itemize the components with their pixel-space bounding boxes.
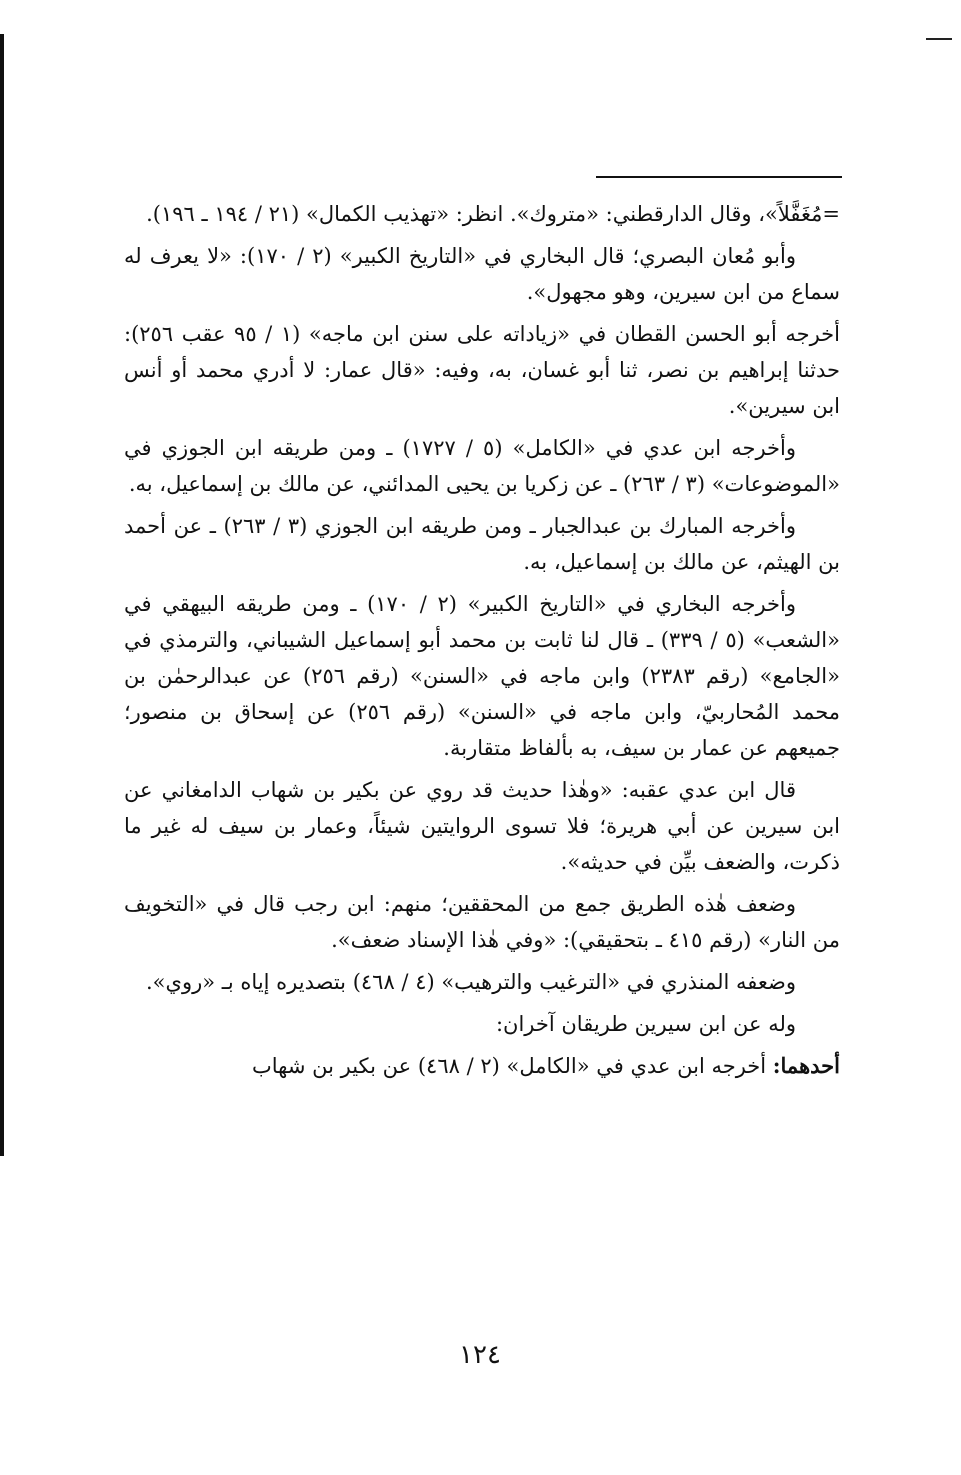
paragraph xyxy=(124,196,840,232)
paragraph xyxy=(124,1048,840,1084)
paragraph-text: وأبو مُعان البصري؛ قال البخاري في «التاريخ الكبير» (٢ / ١٧٠): «لا يعرف له سماع من ابن سيرين، وهو مجهول». xyxy=(124,244,840,304)
footnote-text xyxy=(124,196,840,1090)
footnote-separator xyxy=(596,176,842,178)
paragraph-text: وله عن ابن سيرين طريقان آخران: xyxy=(495,1012,796,1036)
paragraph xyxy=(124,238,840,310)
paragraph-text: أخرجه ابن عدي في «الكامل» (٢ / ٤٦٨) عن بكير بن شهاب xyxy=(251,1054,773,1078)
paragraph xyxy=(124,316,840,424)
paragraph xyxy=(124,772,840,880)
paragraph-text: وأخرجه البخاري في «التاريخ الكبير» (٢ / ١٧٠) ـ ومن طريقه البيهقي في «الشعب» (٥ / ٣٣٩) ـ قال لنا ثابت بن محمد أبو إسماعيل الشيباني، والترمذي في «الجامع» (رقم ٢٣٨٣) وابن ماجه في «السنن» (رقم ٢٥٦) عن عبدالرحمٰن بن محمد المُحاربيّ، وابن ماجه في «السنن» (رقم ٢٥٦) عن إسحاق بن منصور؛ جميعهم عن عمار بن سيف، به بألفاظ متقاربة. xyxy=(124,592,841,760)
paragraph-lead: أحدهما: xyxy=(772,1053,840,1078)
paragraph-text: وضعفه المنذري في «الترغيب والترهيب» (٤ / ٤٦٨) بتصديره إياه بـ «روي». xyxy=(145,970,796,994)
paragraph-text: وضعف هٰذه الطريق جمع من المحققين؛ منهم: ابن رجب قال في «التخويف من النار» (رقم ٤١٥ ـ بتحقيقي): «وفي هٰذا الإسناد ضعف». xyxy=(124,892,840,952)
paragraph-text: قال ابن عدي عقبه: «وهٰذا حديث قد روي عن بكير بن شهاب الدامغاني عن ابن سيرين عن أبي هريرة؛ فلا تسوى الروايتين شيئاً، وعمار بن سيف له غير ما ذكرت، والضعف بيِّن في حديثه». xyxy=(124,778,840,874)
scan-edge-line xyxy=(0,34,4,1156)
paragraph xyxy=(124,964,840,1000)
paragraph xyxy=(124,1006,840,1042)
corner-mark xyxy=(926,38,952,40)
paragraph-text: وأخرجه المبارك بن عبدالجبار ـ ومن طريقه ابن الجوزي (٣ / ٢٦٣) ـ عن أحمد بن الهيثم، عن مالك بن إسماعيل، به. xyxy=(124,514,840,574)
paragraph xyxy=(124,508,840,580)
paragraph-text: أخرجه أبو الحسن القطان في «زياداته على سنن ابن ماجه» (١ / ٩٥ عقب ٢٥٦): حدثنا إبراهيم بن نصر، ثنا أبو غسان، به، وفيه: «قال عمار: لا أدري محمد أو أنس ابن سيرين». xyxy=(124,322,840,418)
paragraph xyxy=(124,586,840,766)
paragraph xyxy=(124,430,840,502)
paragraph-text: =مُغَفَّلاً»، وقال الدارقطني: «متروك». انظر: «تهذيب الكمال» (٢١ / ١٩٤ ـ ١٩٦). xyxy=(146,202,840,226)
paragraph-text: وأخرجه ابن عدي في «الكامل» (٥ / ١٧٢٧) ـ ومن طريقه ابن الجوزي في «الموضوعات» (٣ / ٢٦٣) ـ عن زكريا بن يحيى المدائني، عن مالك بن إسماعيل، به. xyxy=(124,436,840,496)
page-number: ١٢٤ xyxy=(459,1340,501,1370)
paragraph xyxy=(124,886,840,958)
